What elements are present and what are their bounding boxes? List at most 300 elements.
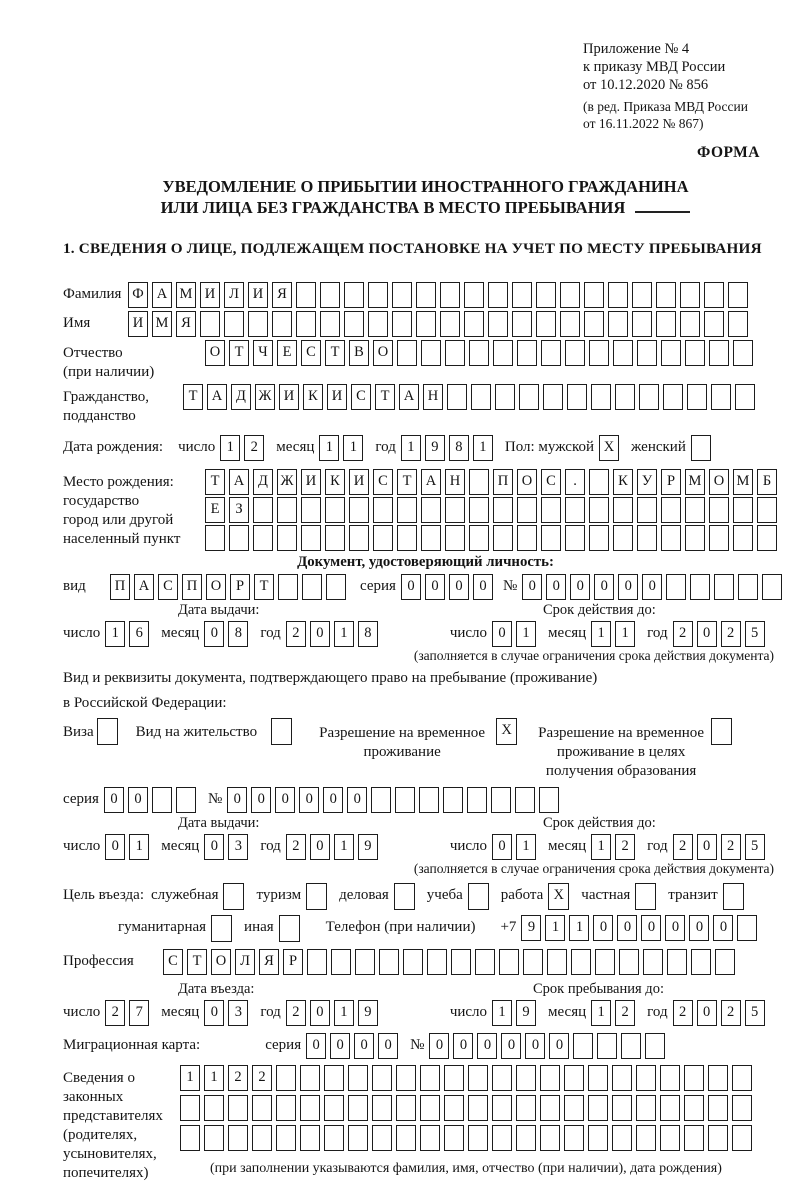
char-box[interactable] (645, 1033, 665, 1059)
char-box[interactable] (440, 282, 460, 308)
char-box[interactable]: 0 (492, 834, 512, 860)
char-box[interactable] (515, 787, 535, 813)
phone-boxes[interactable] (521, 915, 761, 941)
char-box[interactable] (636, 1125, 656, 1151)
char-box[interactable] (560, 282, 580, 308)
char-box[interactable] (660, 1095, 680, 1121)
char-box[interactable] (493, 340, 513, 366)
char-box[interactable] (661, 497, 681, 523)
char-box[interactable]: X (496, 718, 517, 745)
char-box[interactable]: 1 (180, 1065, 200, 1091)
char-box[interactable] (637, 497, 657, 523)
char-box[interactable] (176, 787, 196, 813)
char-box[interactable]: Т (397, 469, 417, 495)
char-box[interactable]: И (128, 311, 148, 337)
char-box[interactable]: 1 (129, 834, 149, 860)
char-box[interactable] (735, 384, 755, 410)
birth-year-boxes[interactable] (401, 435, 497, 461)
char-box[interactable]: 6 (129, 621, 149, 647)
entry-day-boxes[interactable] (105, 1000, 153, 1026)
char-box[interactable]: Т (187, 949, 207, 975)
char-box[interactable] (392, 311, 412, 337)
char-box[interactable] (300, 1125, 320, 1151)
char-box[interactable] (229, 525, 249, 551)
char-box[interactable] (597, 1033, 617, 1059)
char-box[interactable] (666, 574, 686, 600)
char-box[interactable] (344, 311, 364, 337)
char-box[interactable] (519, 384, 539, 410)
birthplace-row1[interactable] (205, 469, 781, 495)
char-box[interactable] (680, 282, 700, 308)
char-box[interactable]: 2 (286, 621, 306, 647)
char-box[interactable]: X (599, 435, 619, 461)
char-box[interactable] (372, 1125, 392, 1151)
char-box[interactable]: 0 (522, 574, 542, 600)
surname-boxes[interactable] (128, 282, 752, 308)
char-box[interactable] (704, 311, 724, 337)
char-box[interactable] (595, 949, 615, 975)
expiry-day-boxes[interactable] (492, 621, 540, 647)
char-box[interactable]: О (517, 469, 537, 495)
char-box[interactable] (392, 282, 412, 308)
stay-month-boxes[interactable] (591, 1000, 639, 1026)
char-box[interactable]: А (229, 469, 249, 495)
char-box[interactable] (564, 1095, 584, 1121)
char-box[interactable]: 0 (642, 574, 662, 600)
char-box[interactable] (447, 384, 467, 410)
char-box[interactable]: Р (283, 949, 303, 975)
char-box[interactable]: П (182, 574, 202, 600)
char-box[interactable] (475, 949, 495, 975)
char-box[interactable] (737, 915, 757, 941)
char-box[interactable] (355, 949, 375, 975)
expiry-year-boxes[interactable] (673, 621, 769, 647)
char-box[interactable] (445, 497, 465, 523)
char-box[interactable] (443, 787, 463, 813)
char-box[interactable]: Н (445, 469, 465, 495)
doc-type-boxes[interactable] (110, 574, 350, 600)
char-box[interactable] (567, 384, 587, 410)
char-box[interactable] (469, 469, 489, 495)
char-box[interactable]: 8 (358, 621, 378, 647)
char-box[interactable] (419, 787, 439, 813)
char-box[interactable] (440, 311, 460, 337)
issue-month-boxes[interactable] (204, 621, 252, 647)
char-box[interactable]: 2 (244, 435, 264, 461)
char-box[interactable]: О (205, 340, 225, 366)
char-box[interactable] (733, 525, 753, 551)
char-box[interactable]: С (158, 574, 178, 600)
patronymic-boxes[interactable] (205, 340, 757, 366)
char-box[interactable]: 0 (306, 1033, 326, 1059)
char-box[interactable] (704, 282, 724, 308)
char-box[interactable] (632, 311, 652, 337)
char-box[interactable]: 0 (323, 787, 343, 813)
char-box[interactable] (223, 883, 244, 910)
char-box[interactable]: А (399, 384, 419, 410)
purpose-other-checkbox[interactable] (279, 915, 304, 942)
name-boxes[interactable] (128, 311, 752, 337)
res-expiry-month-boxes[interactable] (591, 834, 639, 860)
char-box[interactable] (373, 497, 393, 523)
char-box[interactable] (200, 311, 220, 337)
char-box[interactable] (211, 915, 232, 942)
char-box[interactable] (517, 497, 537, 523)
char-box[interactable]: 0 (697, 621, 717, 647)
char-box[interactable] (685, 497, 705, 523)
char-box[interactable] (762, 574, 782, 600)
char-box[interactable] (540, 1125, 560, 1151)
char-box[interactable] (584, 282, 604, 308)
char-box[interactable]: С (301, 340, 321, 366)
char-box[interactable] (660, 1125, 680, 1151)
char-box[interactable] (324, 1065, 344, 1091)
char-box[interactable] (324, 1125, 344, 1151)
char-box[interactable]: М (733, 469, 753, 495)
char-box[interactable] (588, 1095, 608, 1121)
res-issue-month-boxes[interactable] (204, 834, 252, 860)
entry-year-boxes[interactable] (286, 1000, 382, 1026)
char-box[interactable]: Д (231, 384, 251, 410)
char-box[interactable]: Б (757, 469, 777, 495)
char-box[interactable] (325, 497, 345, 523)
char-box[interactable]: И (279, 384, 299, 410)
char-box[interactable] (613, 340, 633, 366)
char-box[interactable] (296, 282, 316, 308)
char-box[interactable] (204, 1095, 224, 1121)
char-box[interactable]: 0 (227, 787, 247, 813)
char-box[interactable]: 0 (477, 1033, 497, 1059)
char-box[interactable] (663, 384, 683, 410)
char-box[interactable] (540, 1095, 560, 1121)
char-box[interactable] (690, 574, 710, 600)
char-box[interactable]: 2 (105, 1000, 125, 1026)
char-box[interactable]: 0 (429, 1033, 449, 1059)
char-box[interactable] (589, 340, 609, 366)
char-box[interactable] (444, 1065, 464, 1091)
char-box[interactable] (272, 311, 292, 337)
char-box[interactable]: 5 (745, 621, 765, 647)
char-box[interactable] (612, 1095, 632, 1121)
char-box[interactable] (271, 718, 292, 745)
char-box[interactable] (276, 1095, 296, 1121)
char-box[interactable]: С (163, 949, 183, 975)
char-box[interactable] (372, 1095, 392, 1121)
char-box[interactable] (253, 525, 273, 551)
char-box[interactable]: 0 (453, 1033, 473, 1059)
char-box[interactable] (613, 525, 633, 551)
char-box[interactable] (621, 1033, 641, 1059)
char-box[interactable]: 3 (228, 834, 248, 860)
residence-permit-checkbox[interactable] (271, 718, 296, 745)
char-box[interactable] (709, 340, 729, 366)
sex-male-checkbox[interactable] (599, 435, 623, 461)
char-box[interactable]: С (541, 469, 561, 495)
char-box[interactable] (680, 311, 700, 337)
char-box[interactable] (523, 949, 543, 975)
char-box[interactable]: 0 (546, 574, 566, 600)
char-box[interactable]: 0 (251, 787, 271, 813)
char-box[interactable] (516, 1095, 536, 1121)
char-box[interactable]: 9 (516, 1000, 536, 1026)
char-box[interactable]: О (373, 340, 393, 366)
char-box[interactable] (97, 718, 118, 745)
char-box[interactable]: М (152, 311, 172, 337)
temp-residence-edu-checkbox[interactable] (711, 718, 736, 745)
char-box[interactable]: 0 (204, 1000, 224, 1026)
char-box[interactable] (444, 1095, 464, 1121)
char-box[interactable]: 0 (204, 834, 224, 860)
res-number-boxes[interactable] (227, 787, 563, 813)
char-box[interactable] (560, 311, 580, 337)
char-box[interactable]: Ж (255, 384, 275, 410)
char-box[interactable]: 3 (228, 1000, 248, 1026)
char-box[interactable] (421, 525, 441, 551)
char-box[interactable]: 0 (570, 574, 590, 600)
char-box[interactable] (715, 949, 735, 975)
birth-day-boxes[interactable] (220, 435, 268, 461)
char-box[interactable] (573, 1033, 593, 1059)
char-box[interactable]: Ж (277, 469, 297, 495)
char-box[interactable] (396, 1125, 416, 1151)
char-box[interactable]: С (351, 384, 371, 410)
char-box[interactable]: Е (277, 340, 297, 366)
char-box[interactable] (307, 949, 327, 975)
char-box[interactable]: 1 (319, 435, 339, 461)
char-box[interactable]: 0 (641, 915, 661, 941)
char-box[interactable]: С (373, 469, 393, 495)
profession-boxes[interactable] (163, 949, 739, 975)
char-box[interactable]: 0 (525, 1033, 545, 1059)
char-box[interactable] (278, 574, 298, 600)
res-issue-year-boxes[interactable] (286, 834, 382, 860)
char-box[interactable]: 2 (673, 621, 693, 647)
char-box[interactable] (708, 1125, 728, 1151)
char-box[interactable] (468, 1125, 488, 1151)
char-box[interactable]: У (637, 469, 657, 495)
char-box[interactable]: 0 (310, 1000, 330, 1026)
char-box[interactable]: 2 (286, 834, 306, 860)
char-box[interactable] (445, 525, 465, 551)
char-box[interactable]: Т (325, 340, 345, 366)
char-box[interactable] (279, 915, 300, 942)
char-box[interactable]: 2 (673, 1000, 693, 1026)
char-box[interactable] (420, 1095, 440, 1121)
char-box[interactable] (326, 574, 346, 600)
char-box[interactable]: 0 (105, 834, 125, 860)
char-box[interactable] (733, 340, 753, 366)
char-box[interactable]: 1 (204, 1065, 224, 1091)
purpose-study-checkbox[interactable] (468, 883, 493, 910)
char-box[interactable] (300, 1095, 320, 1121)
char-box[interactable]: Т (205, 469, 225, 495)
char-box[interactable]: 0 (449, 574, 469, 600)
char-box[interactable] (732, 1095, 752, 1121)
char-box[interactable]: 8 (449, 435, 469, 461)
char-box[interactable] (584, 311, 604, 337)
char-box[interactable] (512, 282, 532, 308)
char-box[interactable] (372, 1065, 392, 1091)
char-box[interactable]: 1 (615, 621, 635, 647)
char-box[interactable] (368, 282, 388, 308)
char-box[interactable] (180, 1095, 200, 1121)
char-box[interactable]: 1 (473, 435, 493, 461)
char-box[interactable]: И (301, 469, 321, 495)
char-box[interactable] (324, 1095, 344, 1121)
char-box[interactable] (493, 497, 513, 523)
char-box[interactable] (491, 787, 511, 813)
char-box[interactable]: Ф (128, 282, 148, 308)
char-box[interactable] (708, 1095, 728, 1121)
char-box[interactable] (615, 384, 635, 410)
char-box[interactable]: 1 (334, 834, 354, 860)
char-box[interactable]: 2 (721, 621, 741, 647)
char-box[interactable]: 0 (697, 834, 717, 860)
char-box[interactable]: 9 (358, 834, 378, 860)
char-box[interactable] (591, 384, 611, 410)
char-box[interactable]: Я (272, 282, 292, 308)
purpose-tourism-checkbox[interactable] (306, 883, 331, 910)
res-expiry-year-boxes[interactable] (673, 834, 769, 860)
char-box[interactable] (469, 340, 489, 366)
char-box[interactable] (684, 1125, 704, 1151)
char-box[interactable]: 1 (401, 435, 421, 461)
char-box[interactable] (492, 1065, 512, 1091)
char-box[interactable] (277, 497, 297, 523)
char-box[interactable]: 1 (569, 915, 589, 941)
char-box[interactable] (723, 883, 744, 910)
birthplace-row3[interactable] (205, 525, 781, 551)
char-box[interactable] (468, 883, 489, 910)
char-box[interactable]: 0 (549, 1033, 569, 1059)
char-box[interactable] (608, 311, 628, 337)
char-box[interactable] (331, 949, 351, 975)
char-box[interactable]: 1 (343, 435, 363, 461)
char-box[interactable] (612, 1125, 632, 1151)
char-box[interactable] (612, 1065, 632, 1091)
char-box[interactable] (492, 1125, 512, 1151)
char-box[interactable]: И (327, 384, 347, 410)
char-box[interactable] (619, 949, 639, 975)
char-box[interactable]: К (613, 469, 633, 495)
char-box[interactable]: 5 (745, 834, 765, 860)
char-box[interactable]: К (325, 469, 345, 495)
char-box[interactable] (540, 1065, 560, 1091)
char-box[interactable] (493, 525, 513, 551)
char-box[interactable] (685, 525, 705, 551)
char-box[interactable] (451, 949, 471, 975)
char-box[interactable] (667, 949, 687, 975)
mc-series-boxes[interactable] (306, 1033, 402, 1059)
char-box[interactable]: О (206, 574, 226, 600)
char-box[interactable]: 0 (310, 834, 330, 860)
char-box[interactable] (571, 949, 591, 975)
char-box[interactable] (564, 1125, 584, 1151)
char-box[interactable]: 2 (721, 834, 741, 860)
char-box[interactable]: О (709, 469, 729, 495)
char-box[interactable] (613, 497, 633, 523)
mc-number-boxes[interactable] (429, 1033, 669, 1059)
char-box[interactable]: 2 (615, 1000, 635, 1026)
char-box[interactable] (492, 1095, 512, 1121)
char-box[interactable] (421, 497, 441, 523)
char-box[interactable] (371, 787, 391, 813)
char-box[interactable]: З (229, 497, 249, 523)
issue-day-boxes[interactable] (105, 621, 153, 647)
char-box[interactable] (301, 497, 321, 523)
char-box[interactable]: 2 (721, 1000, 741, 1026)
char-box[interactable] (643, 949, 663, 975)
doc-number-boxes[interactable] (522, 574, 786, 600)
char-box[interactable]: А (152, 282, 172, 308)
char-box[interactable]: 0 (593, 915, 613, 941)
char-box[interactable] (539, 787, 559, 813)
char-box[interactable]: 0 (425, 574, 445, 600)
char-box[interactable]: Р (661, 469, 681, 495)
char-box[interactable] (277, 525, 297, 551)
char-box[interactable] (728, 311, 748, 337)
char-box[interactable] (488, 282, 508, 308)
char-box[interactable]: Ч (253, 340, 273, 366)
char-box[interactable]: Т (254, 574, 274, 600)
stay-day-boxes[interactable] (492, 1000, 540, 1026)
char-box[interactable] (397, 497, 417, 523)
char-box[interactable] (499, 949, 519, 975)
char-box[interactable] (420, 1125, 440, 1151)
char-box[interactable] (516, 1065, 536, 1091)
char-box[interactable]: 1 (545, 915, 565, 941)
char-box[interactable] (469, 497, 489, 523)
char-box[interactable] (728, 282, 748, 308)
doc-series-boxes[interactable] (401, 574, 497, 600)
char-box[interactable] (684, 1065, 704, 1091)
char-box[interactable] (512, 311, 532, 337)
res-issue-day-boxes[interactable] (105, 834, 153, 860)
char-box[interactable] (204, 1125, 224, 1151)
char-box[interactable] (325, 525, 345, 551)
representatives-row2[interactable] (180, 1095, 756, 1121)
char-box[interactable] (635, 883, 656, 910)
char-box[interactable]: И (248, 282, 268, 308)
char-box[interactable] (732, 1065, 752, 1091)
char-box[interactable] (516, 1125, 536, 1151)
char-box[interactable] (709, 525, 729, 551)
char-box[interactable]: 0 (697, 1000, 717, 1026)
char-box[interactable] (301, 525, 321, 551)
char-box[interactable]: 1 (334, 1000, 354, 1026)
char-box[interactable]: 8 (228, 621, 248, 647)
char-box[interactable]: Т (183, 384, 203, 410)
char-box[interactable] (733, 497, 753, 523)
char-box[interactable]: 0 (617, 915, 637, 941)
char-box[interactable] (543, 384, 563, 410)
char-box[interactable]: 0 (330, 1033, 350, 1059)
char-box[interactable] (565, 340, 585, 366)
char-box[interactable]: Е (205, 497, 225, 523)
char-box[interactable]: 1 (516, 834, 536, 860)
char-box[interactable] (276, 1125, 296, 1151)
char-box[interactable]: К (303, 384, 323, 410)
char-box[interactable] (636, 1095, 656, 1121)
char-box[interactable]: 0 (347, 787, 367, 813)
sex-female-checkbox[interactable] (691, 435, 715, 461)
char-box[interactable] (306, 883, 327, 910)
char-box[interactable]: 2 (615, 834, 635, 860)
char-box[interactable] (589, 525, 609, 551)
char-box[interactable] (495, 384, 515, 410)
char-box[interactable] (588, 1065, 608, 1091)
char-box[interactable] (656, 311, 676, 337)
